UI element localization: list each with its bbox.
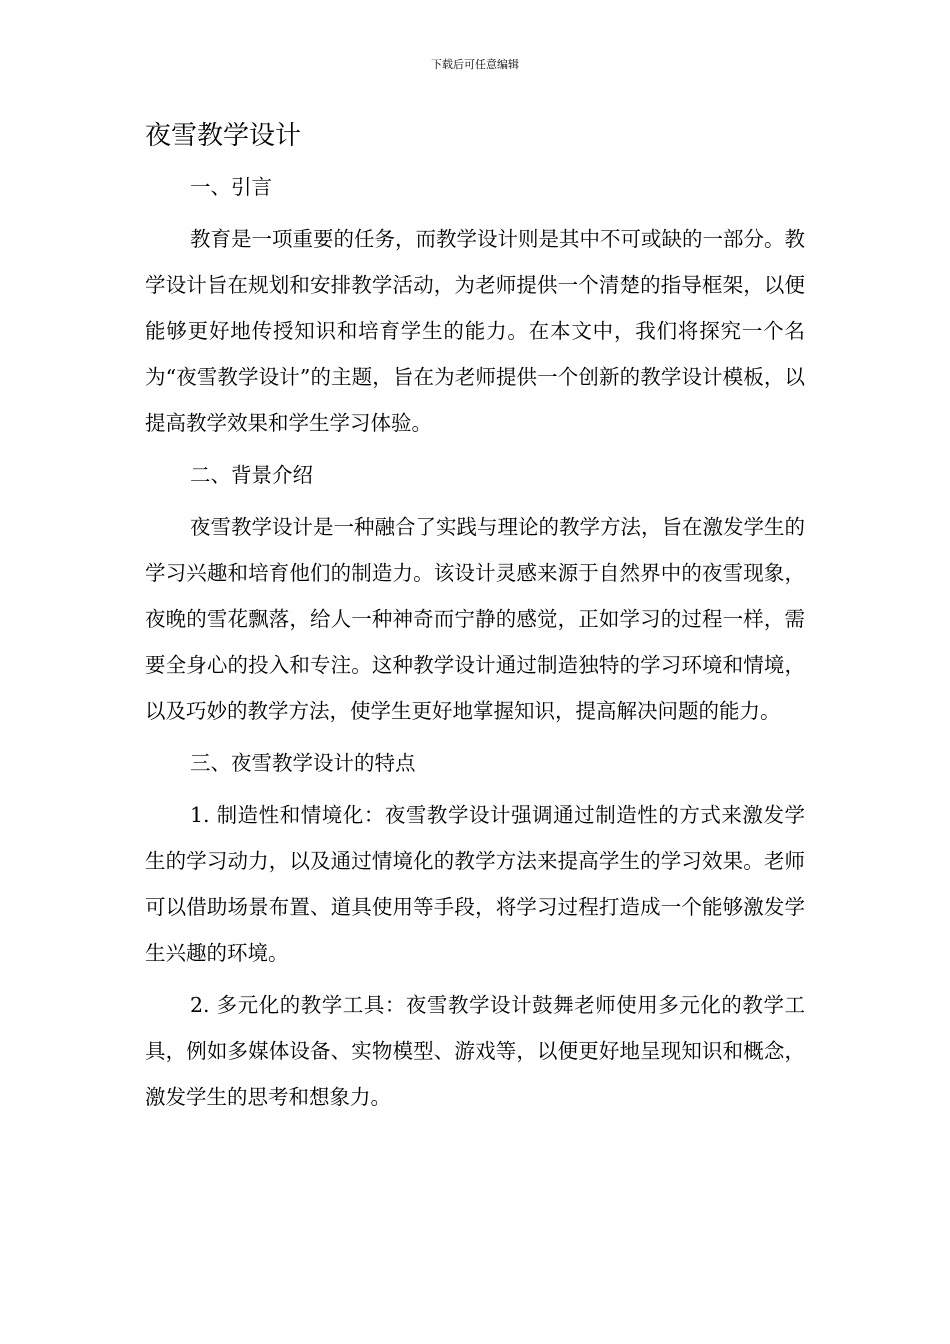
list-item: 1. 制造性和情境化：夜雪教学设计强调通过制造性的方式来激发学生的学习动力，以及通过情境化的教学方法来提高学生的学习效果。老师可以借助场景布置、道具使用等手段，将学习过程打造成一个能够激发学生兴趣的环境。 <box>145 803 805 965</box>
section-introduction <box>145 164 805 446</box>
header-note: 下载后可任意编辑 <box>431 58 519 71</box>
section-heading: 三、夜雪教学设计的特点 <box>190 751 416 775</box>
document-title: 夜雪教学设计 <box>145 121 302 151</box>
section-features <box>145 740 805 1120</box>
document-page <box>145 112 805 1126</box>
paragraph: 教育是一项重要的任务，而教学设计则是其中不可或缺的一部分。教学设计旨在规划和安排教学活动，为老师提供一个清楚的指导框架，以便能够更好地传授知识和培育学生的能力。在本文中，我们将探究一个名为“夜雪教学设计”的主题，旨在为老师提供一个创新的教学设计模板，以提高教学效果和学生学习体验。 <box>145 227 805 435</box>
section-heading: 一、引言 <box>190 175 272 199</box>
list-item: 2. 多元化的教学工具：夜雪教学设计鼓舞老师使用多元化的教学工具，例如多媒体设备、实物模型、游戏等，以便更好地呈现知识和概念，激发学生的思考和想象力。 <box>145 993 805 1109</box>
section-heading: 二、背景介绍 <box>190 463 313 487</box>
section-background <box>145 452 805 734</box>
paragraph: 夜雪教学设计是一种融合了实践与理论的教学方法，旨在激发学生的学习兴趣和培育他们的制造力。该设计灵感来源于自然界中的夜雪现象，夜晚的雪花飘落，给人一种神奇而宁静的感觉，正如学习的过程一样，需要全身心的投入和专注。这种教学设计通过制造独特的学习环境和情境，以及巧妙的教学方法，使学生更好地掌握知识，提高解决问题的能力。 <box>145 515 805 723</box>
